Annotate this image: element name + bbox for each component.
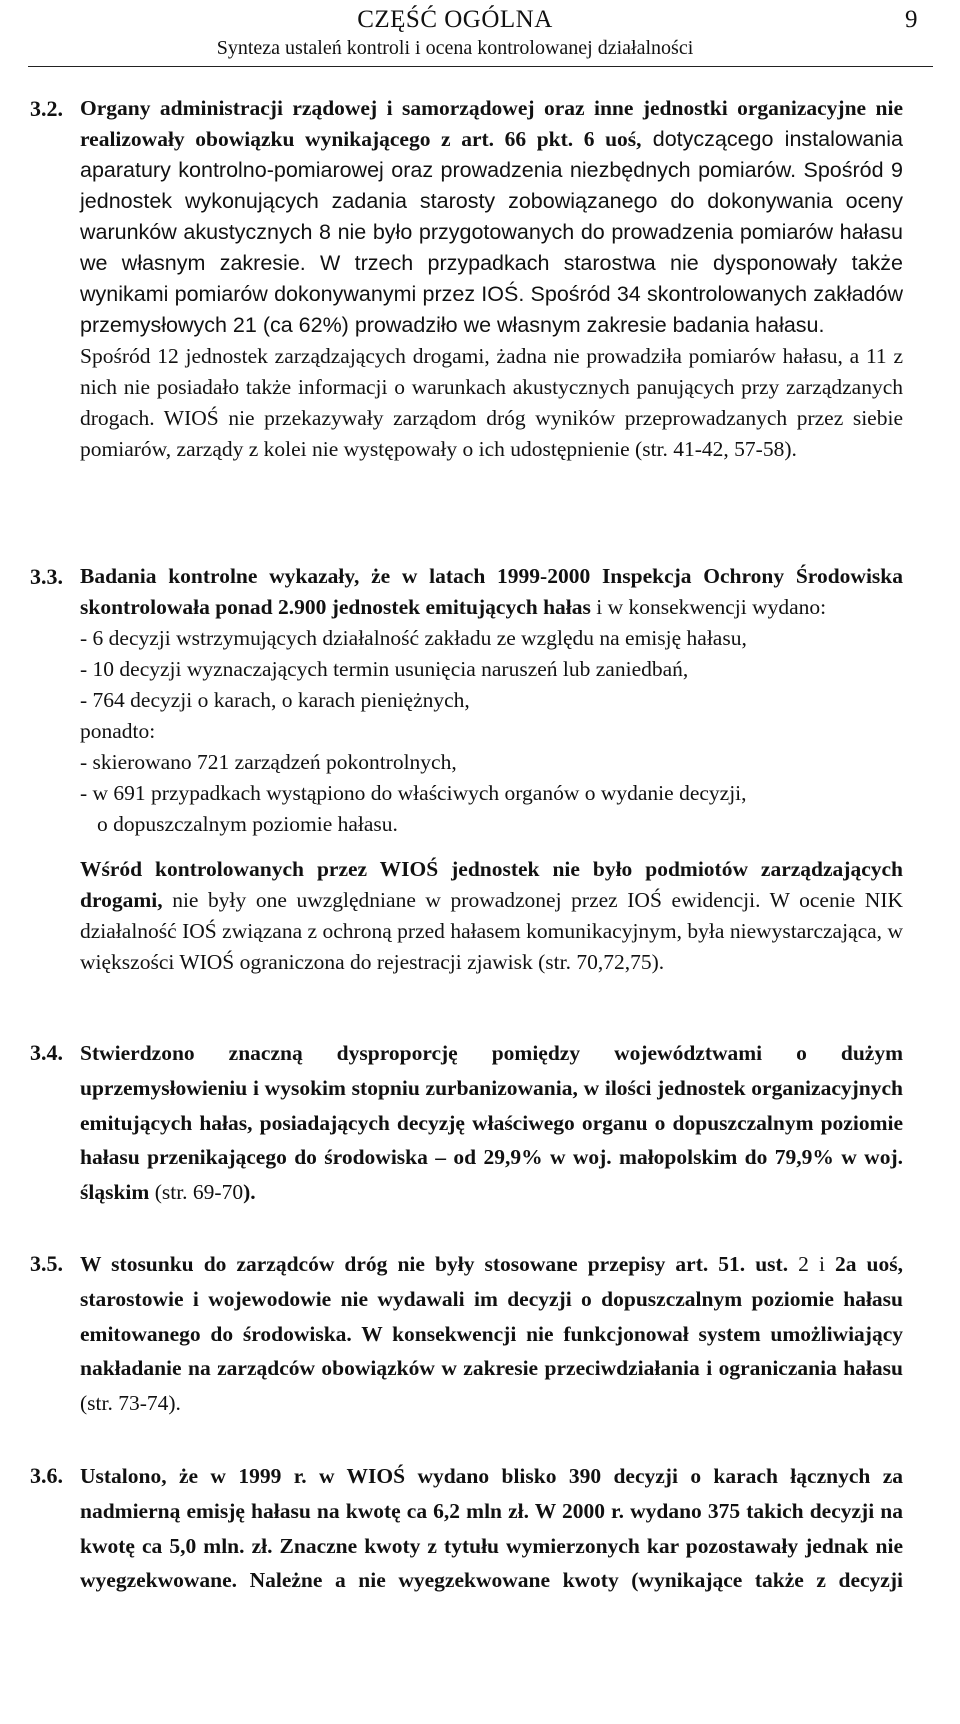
section-text: nie były one uwzględniane w prowadzonej przez IOŚ ewidencji. W ocenie NIK działalność IOŚ związana z ochroną przed hałasem komunikacyjnym, była niewystarczająca, w większości WIOŚ ograniczona do rejestracji zjawisk (str. 70,72,75). bbox=[80, 888, 903, 974]
section-number: 3.2. bbox=[30, 96, 63, 121]
section-paragraph bbox=[80, 1036, 903, 1210]
section-number: 3.6. bbox=[30, 1463, 63, 1488]
list-item: - 10 decyzji wyznaczających termin usunięcia naruszeń lub zaniedbań, bbox=[80, 657, 689, 681]
section-bold-lead: Ustalono, że w 1999 r. w WIOŚ wydano blisko 390 decyzji o karach łącznych za nadmierną emisję hałasu na kwotę ca 6,2 mln zł. W 2000 r. wydano 375 takich decyzji na kwotę ca 5,0 mln. zł. Znaczne kwoty z tytułu wymierzonych kar pozostawały jednak nie wyegzekwowane. Należne a nie wyegzekwowane kwoty (wynikające także z decyzji bbox=[80, 1464, 903, 1593]
section-number: 3.5. bbox=[30, 1251, 63, 1276]
section-number: 3.4. bbox=[30, 1040, 63, 1065]
page-number: 9 bbox=[905, 6, 918, 33]
section-bold-lead: Stwierdzono znaczną dysproporcję pomiędzy województwami o dużym uprzemysłowieniu i wysokim stopniu zurbanizowania, w ilości jednostek organizacyjnych emitujących hałas, posiadających decyzję właściwego organu o dopuszczalnym poziomie hałasu przenikającego do środowiska – od 29,9% w woj. małopolskim do 79,9% w woj. śląskim bbox=[80, 1041, 903, 1205]
header-divider bbox=[28, 66, 933, 67]
section-paragraph bbox=[80, 1247, 903, 1421]
section-text: (str. 69-70 bbox=[149, 1180, 244, 1205]
section-bold-mid: 2a uoś, starostowie i wojewodowie nie wydawali im decyzji o dopuszczalnym poziomie hałasu emitowanego do środowiska. W konsekwencji nie funkcjonował system umożliwiający nakładanie na zarządców obowiązków w zakresie przeciwdziałania i ograniczania hałasu bbox=[80, 1252, 904, 1381]
section-text: (str. 73-74). bbox=[80, 1391, 181, 1416]
header-title: CZĘŚĆ OGÓLNA bbox=[357, 6, 553, 33]
header-subtitle: Synteza ustaleń kontroli i ocena kontrolowanej działalności bbox=[216, 37, 694, 59]
section-paragraph bbox=[80, 341, 903, 465]
section-bold-tail: ). bbox=[243, 1180, 256, 1205]
section-text: 2 i bbox=[788, 1252, 835, 1276]
section-paragraph bbox=[80, 93, 903, 341]
section-text: i w konsekwencji wydano: bbox=[590, 595, 827, 619]
list-item: - 764 decyzji o karach, o karach pieniężnych, bbox=[80, 688, 470, 712]
list-label: ponadto: bbox=[80, 719, 156, 743]
section-paragraph bbox=[80, 561, 903, 623]
section-paragraph bbox=[80, 1459, 903, 1598]
page-header bbox=[0, 6, 960, 66]
list-item: - 6 decyzji wstrzymujących działalność zakładu ze względu na emisję hałasu, bbox=[80, 626, 747, 650]
section-bold-lead: Organy administracji rządowej i samorządowej oraz inne jednostki organizacyjne nie realizowały obowiązku wynikającego z art. 66 pkt. 6 uoś, bbox=[80, 96, 903, 151]
list-item: - skierowano 721 zarządzeń pokontrolnych, bbox=[80, 750, 457, 774]
list-item: - w 691 przypadkach wystąpiono do właściwych organów o wydanie decyzji, bbox=[80, 781, 747, 805]
list-item-continuation: o dopuszczalnym poziomie hałasu. bbox=[97, 812, 398, 836]
section-paragraph bbox=[80, 854, 903, 978]
section-bold-lead: W stosunku do zarządców dróg nie były stosowane przepisy art. 51. ust. bbox=[80, 1252, 789, 1276]
decision-list bbox=[80, 623, 903, 840]
section-number: 3.3. bbox=[30, 564, 63, 589]
section-text: dotyczącego instalowania aparatury kontrolno-pomiarowej oraz prowadzenia niezbędnych pomiarów. Spośród 9 jednostek wykonujących zadania starosty zobowiązanego do dokonywania oceny warunków akustycznych 8 nie było przygotowanych do prowadzenia pomiarów hałasu we własnym zakresie. W trzech przypadkach starostwa nie dysponowały także wynikami pomiarów dokonywanymi przez IOŚ. Spośród 34 skontrolowanych zakładów przemysłowych 21 (ca 62%) prowadziło we własnym zakresie badania hałasu. bbox=[80, 127, 903, 337]
section-bold-lead: Wśród kontrolowanych przez WIOŚ jednostek nie było podmiotów zarządzających drogami, bbox=[80, 857, 903, 912]
section-bold-lead: Badania kontrolne wykazały, że w latach 1999-2000 Inspekcja Ochrony Środowiska skontrolowała ponad 2.900 jednostek emitujących hałas bbox=[80, 564, 903, 619]
section-text: Spośród 12 jednostek zarządzających drogami, żadna nie prowadziła pomiarów hałasu, a 11 z nich nie posiadało także informacji o warunkach akustycznych panujących przy zarządzanych drogach. WIOŚ nie przekazywały zarządom dróg wyników przeprowadzanych przez siebie pomiarów, zarządy z kolei nie występowały o ich udostępnienie (str. 41-42, 57-58). bbox=[80, 344, 903, 461]
